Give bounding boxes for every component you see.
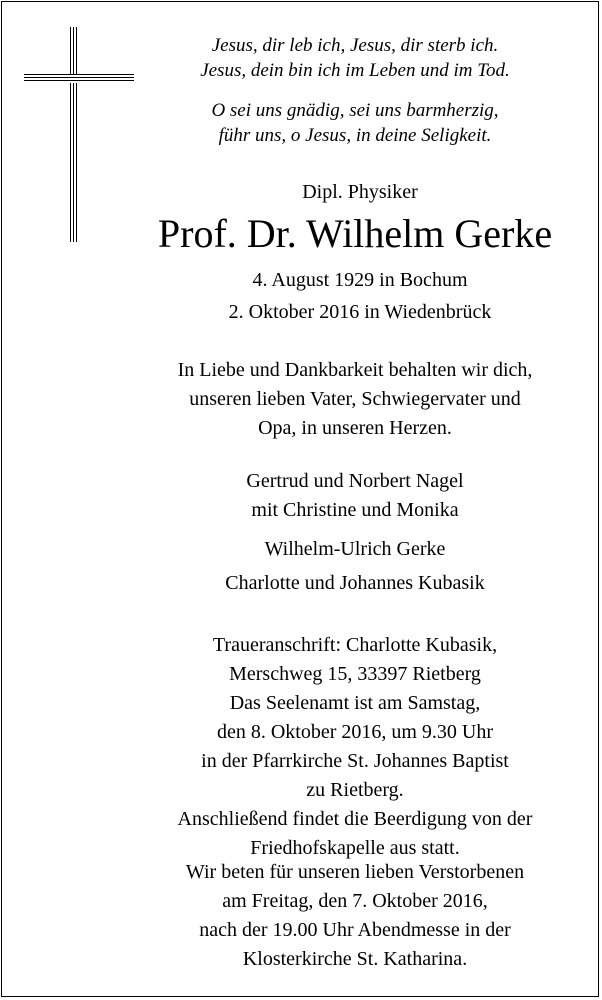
prayer-info [130,858,580,974]
cross-icon [24,27,134,242]
prayer-line: nach der 19.00 Uhr Abendmesse in der [199,919,511,941]
prayer-line: am Freitag, den 7. Oktober 2016, [222,890,488,912]
service-line: Friedhofskapelle aus statt. [250,837,460,859]
prayer-line: Wir beten für unseren lieben Verstorbenen [185,861,525,883]
service-line: Das Seelenamt ist am Samstag, [229,692,481,714]
service-line: den 8. Oktober 2016, um 9.30 Uhr [216,721,494,743]
birth-date: 4. August 1929 in Bochum [252,269,468,291]
service-line: in der Pfarrkirche St. Johannes Baptist [201,750,509,772]
verse-line: O sei uns gnädig, sei uns barmherzig, [211,100,499,121]
bible-verse [170,33,540,148]
mourner-family-1 [130,467,580,525]
deceased-name: Prof. Dr. Wilhelm Gerke [157,211,553,256]
verse-line: Jesus, dir leb ich, Jesus, dir sterb ich. [211,35,499,56]
mourner-family-3: Charlotte und Johannes Kubasik [225,572,485,594]
life-dates [150,264,570,328]
mourner-family-2: Wilhelm-Ulrich Gerke [264,538,446,560]
mourner-line: mit Christine und Monika [251,499,459,521]
prayer-line: Klosterkirche St. Katharina. [242,948,468,970]
message-line: In Liebe und Dankbarkeit behalten wir dich, [177,359,533,381]
verse-line: führ uns, o Jesus, in deine Seligkeit. [218,125,492,146]
funeral-service-info [130,689,580,863]
service-line: Anschließend findet die Beerdigung von der [177,808,533,830]
address-line: Traueranschrift: Charlotte Kubasik, [212,634,498,656]
message-line: unseren lieben Vater, Schwiegervater und [189,388,521,410]
mourner-line: Gertrud und Norbert Nagel [246,470,464,492]
service-line: zu Rietberg. [306,779,404,801]
mourning-address [130,631,580,689]
message-line: Opa, in unseren Herzen. [258,417,452,439]
address-line: Merschweg 15, 33397 Rietberg [229,663,481,685]
academic-title: Dipl. Physiker [302,181,418,203]
death-date: 2. Oktober 2016 in Wiedenbrück [228,301,492,323]
memorial-message [130,356,580,443]
verse-line: Jesus, dein bin ich im Leben und im Tod. [200,60,510,81]
